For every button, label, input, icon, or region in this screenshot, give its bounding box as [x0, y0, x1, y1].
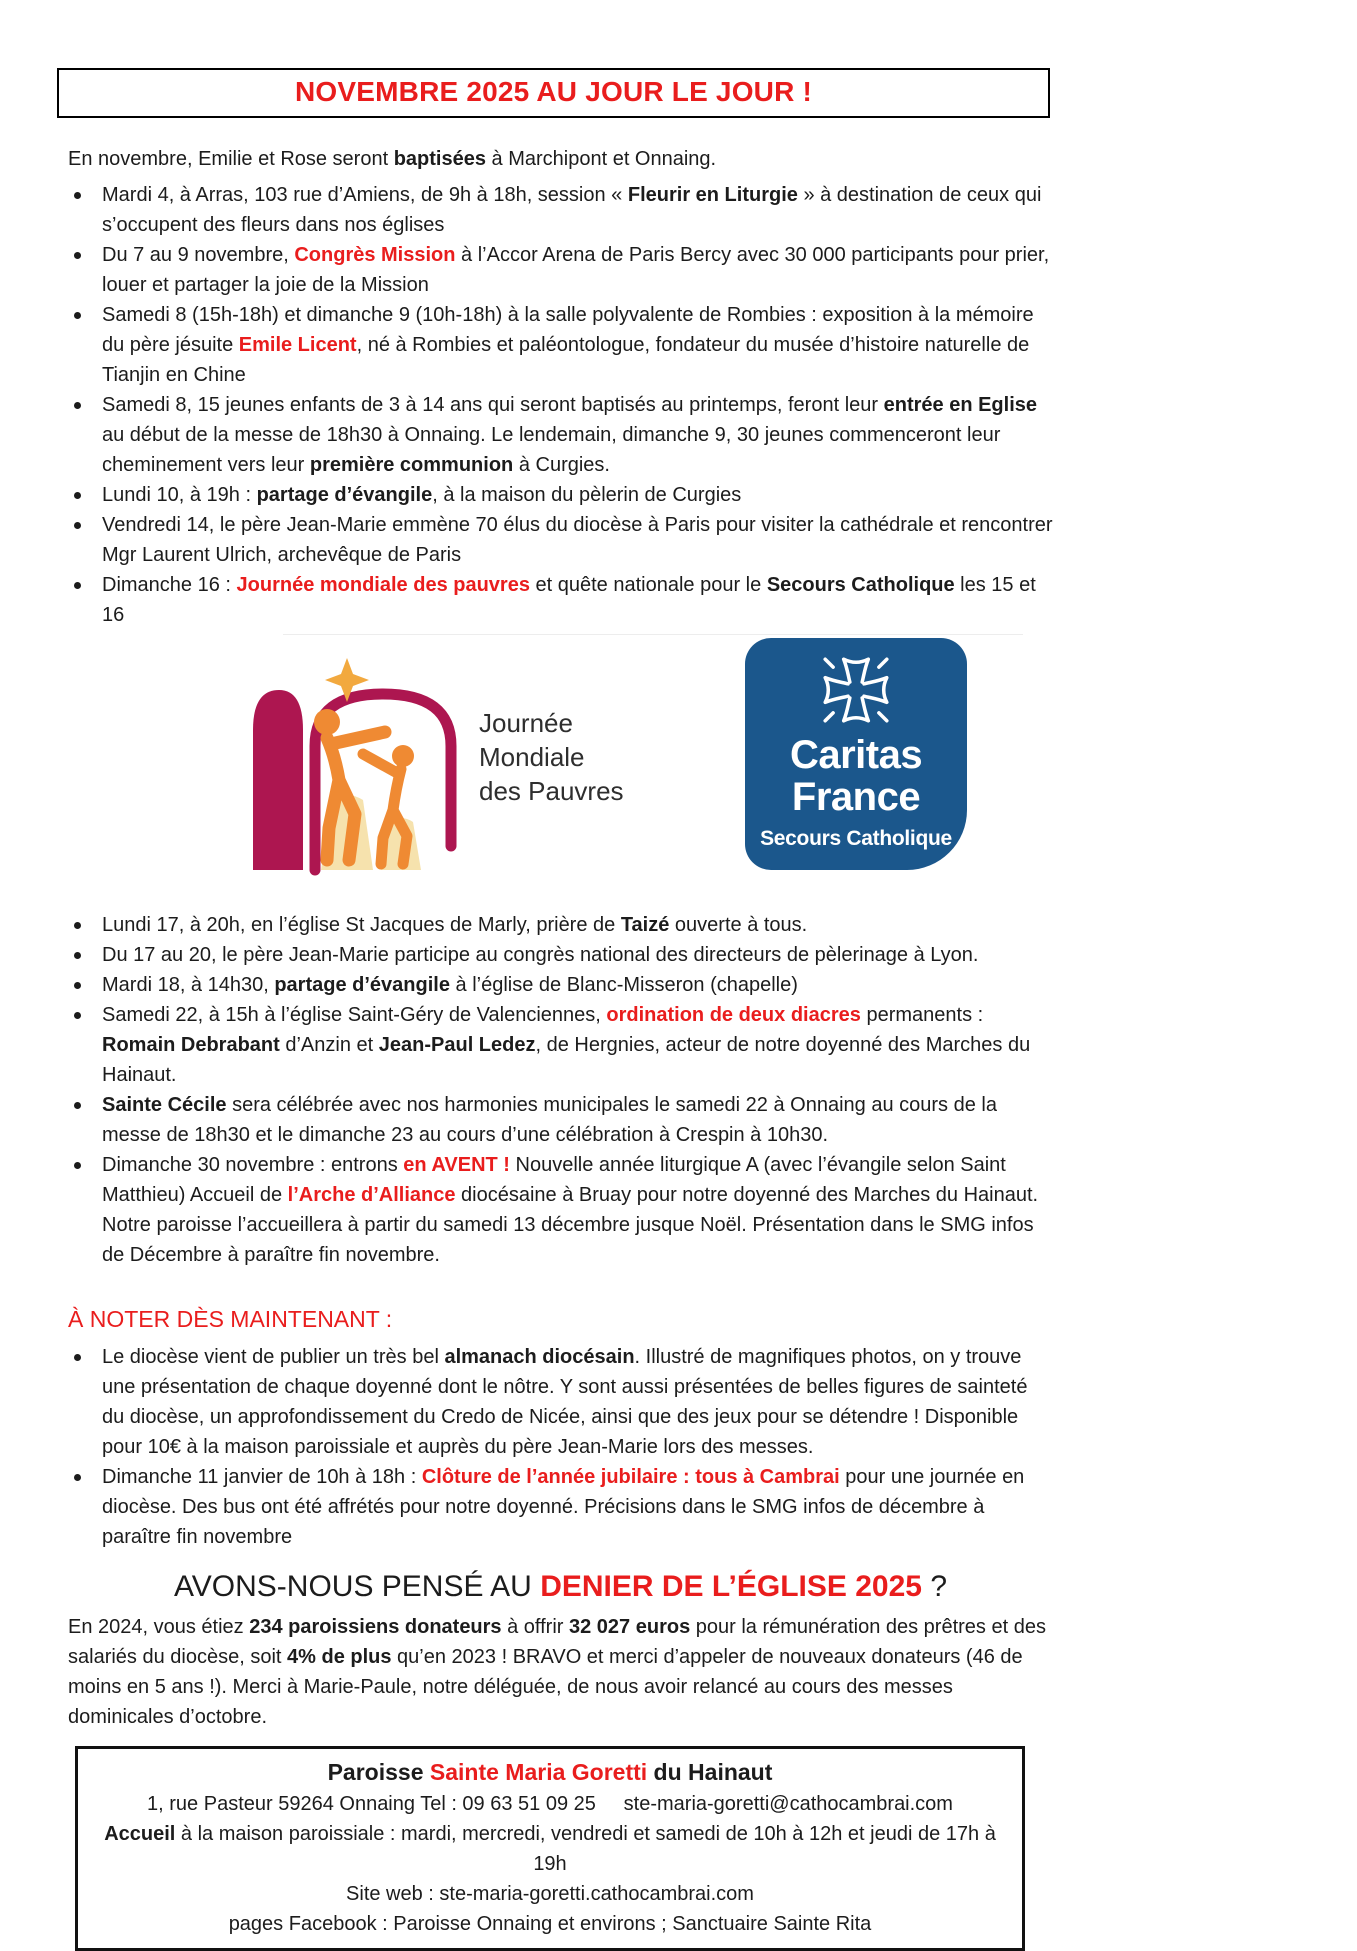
caritas-france-logo — [745, 638, 967, 870]
parish-website: Site web : ste-maria-goretti.cathocambrai.com — [346, 1883, 754, 1905]
event-item: Du 17 au 20, le père Jean-Marie participe au congrès national des directeurs de pèlerinage à Lyon. — [68, 940, 1053, 970]
event-item: Sainte Cécile sera célébrée avec nos harmonies municipales le samedi 22 à Onnaing au cours de la messe de 18h30 et le dimanche 23 au cours d’une célébration à Crespin à 10h30. — [68, 1090, 1053, 1150]
parish-name: Paroisse Sainte Maria Goretti du Hainaut — [327, 1759, 773, 1785]
event-item: Vendredi 14, le père Jean-Marie emmène 70 élus du diocèse à Paris pour visiter la cathédrale et rencontrer Mgr Laurent Ulrich, archevêque de Paris — [68, 510, 1053, 570]
events-list-top — [68, 180, 1053, 630]
parish-contact-box — [75, 1746, 1025, 1951]
helping-figures-illustration — [243, 638, 463, 876]
events-list-mid — [68, 910, 1053, 1270]
event-item: Samedi 22, à 15h à l’église Saint-Géry de Valenciennes, ordination de deux diacres permanents : Romain Debrabant d’Anzin et Jean-Paul Ledez, de Hergnies, acteur de notre doyenné des Marches du Hainaut. — [68, 1000, 1053, 1090]
jmp-logo-line: Journée — [479, 708, 573, 738]
parish-opening-hours: Accueil à la maison paroissiale : mardi, mercredi, vendredi et samedi de 10h à 12h et jeudi de 17h à 19h — [104, 1823, 1002, 1875]
note-item: Le diocèse vient de publier un très bel almanach diocésain. Illustré de magnifiques photos, on y trouve une présentation de chaque doyenné dont le nôtre. Y sont aussi présentées de belles figures de sainteté du diocèse, un approfondissement du Credo de Nicée, ainsi que des jeux pour se détendre ! Disponible pour 10€ à la maison paroissiale et auprès du père Jean-Marie lors des messes. — [68, 1342, 1053, 1462]
denier-paragraph: En 2024, vous étiez 234 paroissiens donateurs à offrir 32 027 euros pour la rémunération des prêtres et des salariés du diocèse, soit 4% de plus qu’en 2023 ! BRAVO et merci d’appeler de nouveaux donateurs (46 de moins en 5 ans !). Merci à Marie-Paule, notre déléguée, de nous avoir relancé au cours des messes dominicales d’octobre. — [68, 1616, 1046, 1728]
event-item: Mardi 4, à Arras, 103 rue d’Amiens, de 9h à 18h, session « Fleurir en Liturgie » à destination de ceux qui s’occupent des fleurs dans nos églises — [68, 180, 1053, 240]
caritas-title: France — [791, 775, 921, 819]
page-title: NOVEMBRE 2025 AU JOUR LE JOUR ! — [294, 76, 813, 107]
journee-mondiale-des-pauvres-logo — [243, 638, 624, 876]
event-item: Samedi 8 (15h-18h) et dimanche 9 (10h-18h) à la salle polyvalente de Rombies : exposition à la mémoire du père jésuite Emile Licent, né à Rombies et paléontologue, fondateur du musée d’histoire naturelle de Tianjin en Chine — [68, 300, 1053, 390]
jmp-logo-wordmark — [479, 706, 624, 808]
note-item: Dimanche 11 janvier de 10h à 18h : Clôture de l’année jubilaire : tous à Cambrai pour une journée en diocèse. Des bus ont été affrétés pour notre doyenné. Précisions dans le SMG infos de décembre à paraître fin novembre — [68, 1462, 1053, 1552]
newsletter-content — [68, 68, 1053, 1951]
jmp-logo-line: des Pauvres — [479, 776, 624, 806]
note-list — [68, 1342, 1053, 1552]
logos-row — [68, 638, 1053, 876]
event-item: Lundi 17, à 20h, en l’église St Jacques de Marly, prière de Taizé ouverte à tous. — [68, 910, 1053, 940]
title-box — [57, 68, 1050, 118]
caritas-title: Caritas — [789, 733, 923, 777]
event-item: Lundi 10, à 19h : partage d’évangile, à la maison du pèlerin de Curgies — [68, 480, 1053, 510]
note-section-heading: À NOTER DÈS MAINTENANT : — [68, 1306, 393, 1332]
intro-line: En novembre, Emilie et Rose seront baptisées à Marchipont et Onnaing. — [68, 148, 717, 170]
caritas-subtitle: Secours Catholique — [760, 827, 952, 850]
jmp-logo-line: Mondiale — [479, 742, 585, 772]
event-item: Mardi 18, à 14h30, partage d’évangile à l’église de Blanc-Misseron (chapelle) — [68, 970, 1053, 1000]
parish-address-phone-email: 1, rue Pasteur 59264 Onnaing Tel : 09 63 51 09 25 ste-maria-goretti@cathocambrai.com — [147, 1793, 953, 1815]
denier-heading: AVONS-NOUS PENSÉ AU DENIER DE L’ÉGLISE 2025 ? — [173, 1570, 948, 1603]
event-item: Du 7 au 9 novembre, Congrès Mission à l’Accor Arena de Paris Bercy avec 30 000 participants pour prier, louer et partager la joie de la Mission — [68, 240, 1053, 300]
parish-facebook-pages: pages Facebook : Paroisse Onnaing et environs ; Sanctuaire Sainte Rita — [228, 1913, 872, 1935]
event-item: Samedi 8, 15 jeunes enfants de 3 à 14 ans qui seront baptisés au printemps, feront leur entrée en Eglise au début de la messe de 18h30 à Onnaing. Le lendemain, dimanche 9, 30 jeunes commenceront leur cheminement vers leur première communion à Curgies. — [68, 390, 1053, 480]
event-item: Dimanche 16 : Journée mondiale des pauvres et quête nationale pour le Secours Catholique les 15 et 16 — [68, 570, 1053, 630]
caritas-cross-icon — [810, 646, 902, 734]
event-item: Dimanche 30 novembre : entrons en AVENT ! Nouvelle année liturgique A (avec l’évangile selon Saint Matthieu) Accueil de l’Arche d’Alliance diocésaine à Bruay pour notre doyenné des Marches du Hainaut. Notre paroisse l’accueillera à partir du samedi 13 décembre jusque Noël. Présentation dans le SMG infos de Décembre à paraître fin novembre. — [68, 1150, 1053, 1270]
